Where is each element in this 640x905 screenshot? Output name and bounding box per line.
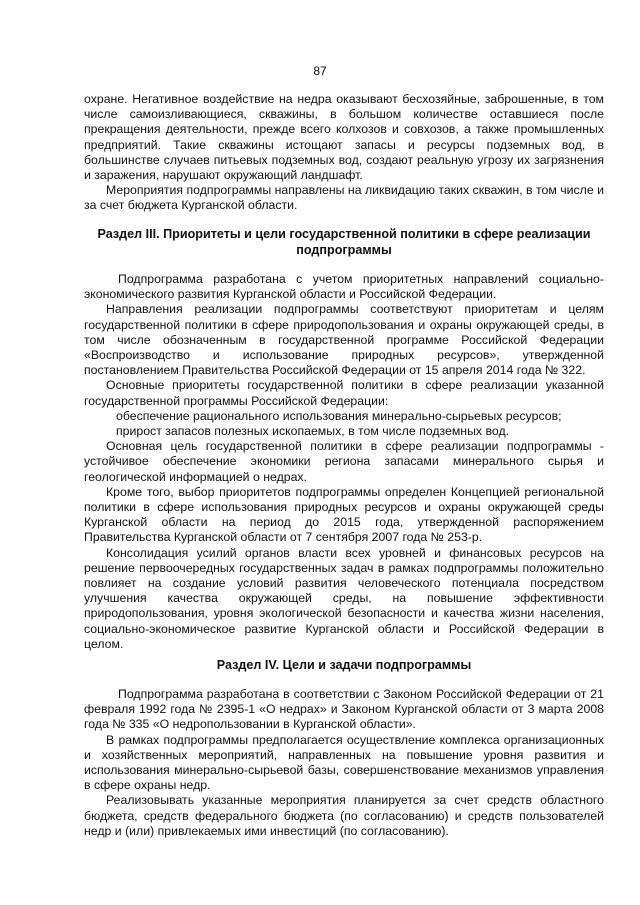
paragraph: Реализовывать указанные мероприятия планируется за счет средств областного бюджета, средств федерального бюджета (по согласованию) и средств пользователей недр и (или) привлекаемых ими инвестиций (по согласованию). (84, 793, 604, 838)
paragraph: В рамках подпрограммы предполагается осуществление комплекса организационных и хозяйственных мероприятий, направленных на повышение уровня развития и использования минерально-сырьевой базы, совершенствование механизмов управления в сфере охраны недр. (84, 732, 604, 793)
paragraph: Подпрограмма разработана с учетом приоритетных направлений социально-экономического развития Курганской области и Российской Федерации. (84, 272, 604, 302)
paragraph: Основная цель государственной политики в сфере реализации подпрограммы - устойчивое обеспечение экономики региона запасами минерального сырья и геологической информацией о недрах. (84, 439, 604, 484)
paragraph: охране. Негативное воздействие на недра оказывают бесхозяйные, заброшенные, в том числе самоизливающиеся, скважины, в большом количестве оставшиеся после прекращения деятельности, прежде всего колхозов и совхозов, а также промышленных предприятий. Такие скважины истощают запасы и ресурсы подземных вод, в большинстве случаев питьевых подземных вод, создают реальную угрозу их загрязнения и заражения, нарушают окружающий ландшафт. (84, 92, 604, 183)
section-3 (84, 226, 604, 652)
intro-block (84, 92, 604, 214)
paragraph: Мероприятия подпрограммы направлены на ликвидацию таких скважин, в том числе и за счет бюджета Курганской области. (84, 183, 604, 213)
page-number: 87 (313, 64, 327, 78)
section-4-heading: Раздел IV. Цели и задачи подпрограммы (216, 658, 472, 672)
section-3-heading: Раздел III. Приоритеты и цели государственной политики в сфере реализации подпрограммы (97, 227, 591, 257)
paragraph: Подпрограмма разработана в соответствии с Законом Российской Федерации от 21 февраля 1992 года № 2395-1 «О недрах» и Законом Курганской области от 3 марта 2008 года № 335 «О недропользовании в Курганской области». (84, 687, 604, 732)
paragraph: Основные приоритеты государственной политики в сфере реализации указанной государственной программы Российской Федерации: (84, 378, 604, 408)
list-item: обеспечение рационального использования минерально-сырьевых ресурсов; (116, 408, 562, 423)
section-4 (84, 657, 604, 839)
paragraph: Направления реализации подпрограммы соответствуют приоритетам и целям государственной политики в сфере природопользования и охраны окружающей среды, в том числе обозначенным в государственной программе Российской Федерации «Воспроизводство и использование природных ресурсов», утвержденной постановлением Правительства Российской Федерации от 15 апреля 2014 года № 322. (84, 302, 604, 378)
paragraph: Кроме того, выбор приоритетов подпрограммы определен Концепцией региональной политики в сфере использования природных ресурсов и охраны окружающей среды Курганской области на период до 2015 года, утвержденной распоряжением Правительства Курганской области от 7 сентября 2007 года № 253-р. (84, 484, 604, 545)
list-item: прирост запасов полезных ископаемых, в том числе подземных вод. (116, 424, 510, 439)
paragraph: Консолидация усилий органов власти всех уровней и финансовых ресурсов на решение первоочередных государственных задач в рамках подпрограммы положительно повлияет на создание условий развития человеческого потенциала посредством улучшения качества окружающей среды, на повышение эффективности природопользования, уровня экологической безопасности и качества жизни населения, социально-экономическое развитие Курганской области и Российской Федерации в целом. (84, 545, 604, 651)
